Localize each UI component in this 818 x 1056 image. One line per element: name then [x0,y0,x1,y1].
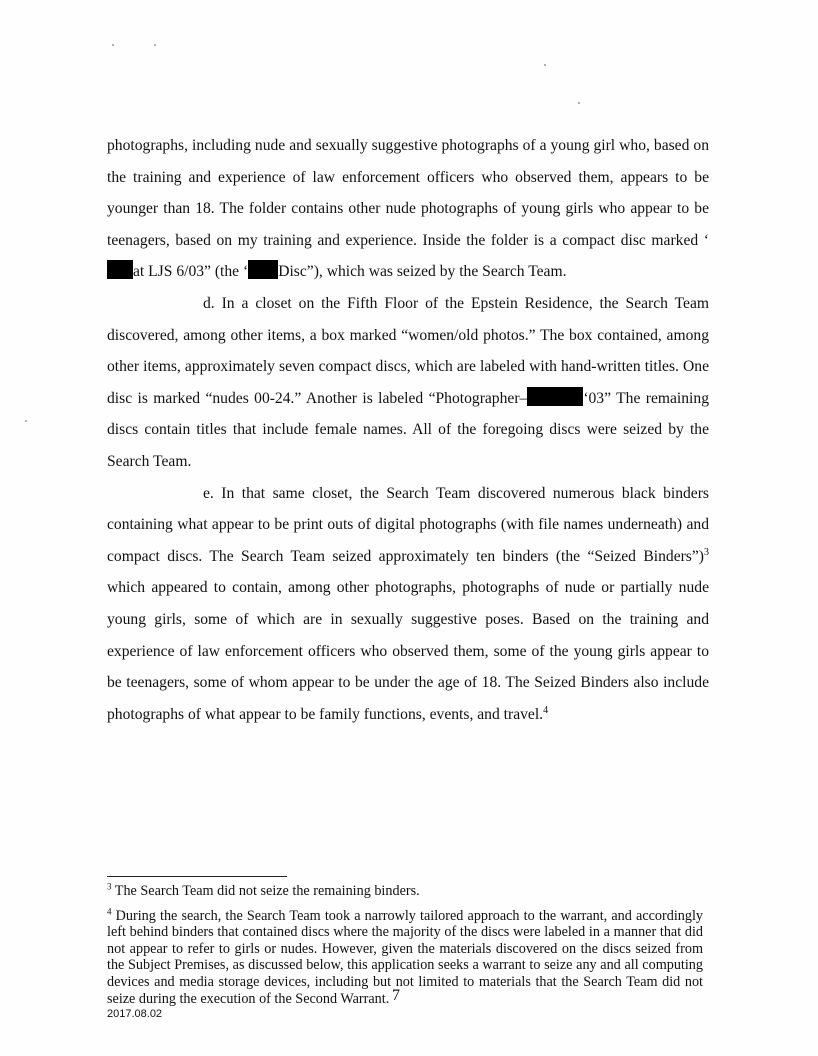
redaction-box [107,260,133,279]
text-run: photographs, including nude and sexually suggestive photographs of a young girl who, based on the training and experience of law enforcement officers who observed them, appears to be younger than 18. The folder contains other nude photographs of young girls who appear to be teenagers, based on my training and experience. Inside the folder is a compact disc marked ‘ [107,137,709,249]
paragraph-e [107,478,709,731]
text-run: which appeared to contain, among other photographs, photographs of nude or partially nude young girls, some of which are in sexually suggestive poses. Based on the training and experience of law enforcement officers who observed them, some of the young girls appear to be teenagers, some of whom appear to be under the age of 18. The Seized Binders also include photographs of what appear to be family functions, events, and travel. [107,579,709,723]
redaction-box [527,387,583,406]
paragraph-c-continued [107,130,709,288]
footnote-ref[interactable]: 3 [704,546,709,558]
document-date: 2017.08.02 [107,1008,163,1020]
text-run: at LJS 6/03” (the ‘ [133,263,249,281]
body-text [107,130,709,730]
text-run: ‘03” The remaining discs contain titles that include female names. All of the foregoing discs were seized by the Search Team. [107,389,709,470]
text-run: Disc”), which was seized by the Search Team. [278,263,567,281]
footnote-ref[interactable]: 4 [543,704,549,716]
scan-speck [154,44,156,46]
scan-speck [544,64,546,66]
footnote-text: The Search Team did not seize the remaining binders. [114,883,420,899]
page-number: 7 [392,987,400,1004]
scan-speck [112,44,114,46]
footnote-number: 3 [107,881,112,892]
redaction-box [248,260,278,279]
footnote [107,883,703,900]
footnote-number: 4 [107,905,112,916]
text-run: e. In that same closet, the Search Team discovered numerous black binders containing what appear to be print outs of digital photographs (with file names underneath) and compact discs. The Search Team seized approximately ten binders (the “Seized Binders”) [107,484,709,565]
footnote [107,905,703,1008]
footnote-divider [107,876,287,877]
text-run: d. In a closet on the Fifth Floor of the Epstein Residence, the Search Team discovered, among other items, a box marked “women/old photos.” The box contained, among other items, approximately seven compact discs, which are labeled with hand-written titles. One disc is marked “nudes 00-24.” Another is labeled “Photographer– [107,294,709,407]
scan-speck [578,102,580,104]
footnote-text: During the search, the Search Team took a narrowly tailored approach to the warrant, and accordingly left behind binders that contained discs where the majority of the discs were labeled in a manner that did not appear to refer to girls or nudes. However, given the materials discovered on the discs seized from the Subject Premises, as discussed below, this application seeks a warrant to seize any and all computing devices and media storage devices, including but not limited to materials that the Search Team did not seize during the execution of the Second Warrant. [107,907,703,1007]
paragraph-d [107,288,709,478]
scan-speck [25,420,27,422]
footnotes [107,883,703,1015]
